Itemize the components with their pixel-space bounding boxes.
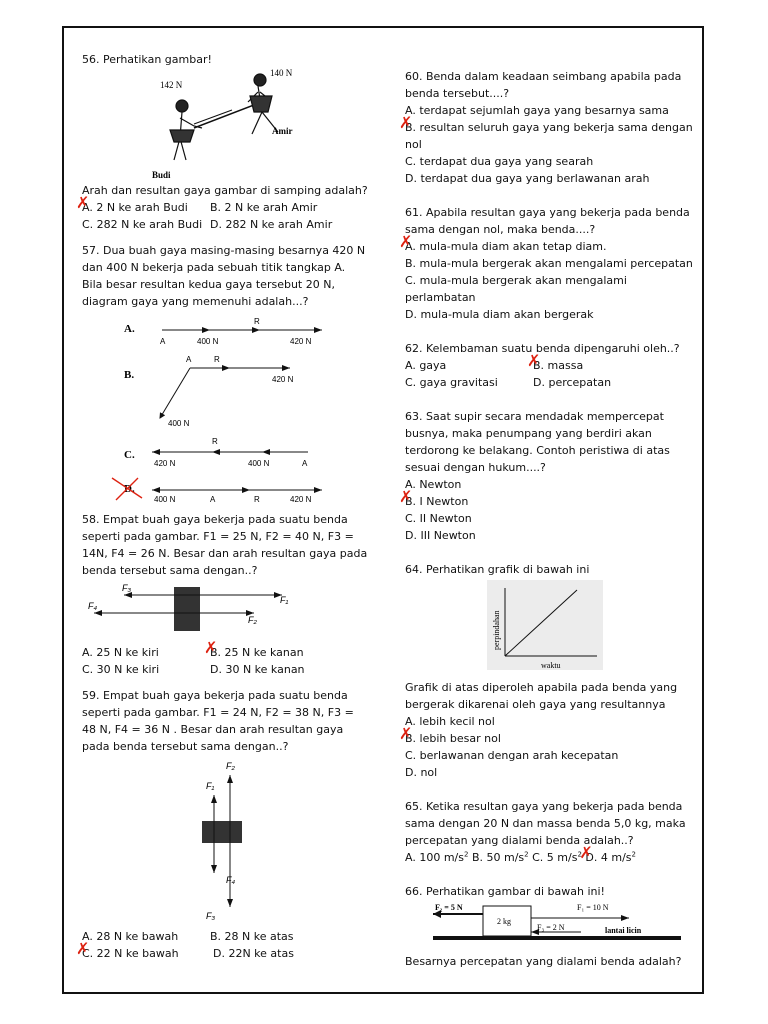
- q58-options-row1: [82, 644, 372, 661]
- q61-option-c-cont: perlambatan: [405, 291, 476, 304]
- q57-line-1: 57. Dua buah gaya masing-masing besarnya 420 N: [82, 244, 366, 257]
- q58-option-c[interactable]: C. 30 N ke kiri: [82, 663, 160, 676]
- q59-f1: F₁: [206, 781, 215, 791]
- q63-line-3: terdorong ke belakang. Contoh peristiwa di atas: [405, 444, 670, 457]
- q56-force-amir: 140 N: [270, 68, 293, 78]
- question-58: [82, 511, 372, 678]
- q58-force-diagram: [82, 579, 372, 639]
- q58-line-2: seperti pada gambar. F1 = 25 N, F2 = 40 N, F3 =: [82, 530, 354, 543]
- q63-line-1: 63. Saat supir secara mendadak mempercepat: [405, 410, 664, 423]
- q57-option-a-label[interactable]: A.: [124, 323, 135, 335]
- q56-option-d[interactable]: D. 282 N ke arah Amir: [210, 218, 333, 231]
- q60-option-b-cont: nol: [405, 138, 422, 151]
- q65-line-2: sama dengan 20 N dan massa benda 5,0 kg, maka: [405, 817, 686, 830]
- q59-option-d[interactable]: D. 22N ke atas: [213, 947, 294, 960]
- q58-options-row2: [82, 661, 372, 678]
- right-column: [405, 68, 695, 970]
- q59-line-2: seperti pada gambar. F1 = 24 N, F2 = 38 N, F3 =: [82, 706, 354, 719]
- q56-options-row2: [82, 216, 372, 233]
- q65-line-3: percepatan yang dialami benda adalah..?: [405, 834, 634, 847]
- q59-block: [202, 821, 242, 843]
- q63-option-c[interactable]: C. II Newton: [405, 512, 472, 525]
- q59-options-row1: [82, 928, 372, 945]
- q57-line-3: Bila besar resultan kedua gaya tersebut 20 N,: [82, 278, 335, 291]
- q56-option-a[interactable]: A. 2 N ke arah Budi ✗: [82, 199, 210, 216]
- q62-option-b[interactable]: B. massa ✗: [533, 357, 583, 374]
- q66-f3: F₃ = 2 N: [537, 923, 565, 932]
- q56-option-c[interactable]: C. 282 N ke arah Budi: [82, 218, 203, 231]
- tug-of-war-figure: [82, 68, 372, 182]
- q65-option-b-text: B. 50 m/s: [471, 851, 525, 864]
- budi-figure: [170, 100, 202, 160]
- q64-line-1: 64. Perhatikan grafik di bawah ini: [405, 563, 590, 576]
- q60-option-b[interactable]: B. resultan seluruh gaya yang bekerja sama dengan ✗: [405, 119, 693, 136]
- q66-block-diagram: [405, 900, 695, 948]
- q62-line-1: 62. Kelembaman suatu benda dipengaruhi oleh..?: [405, 342, 680, 355]
- q64-x-label: waktu: [541, 661, 561, 670]
- q60-option-c[interactable]: C. terdapat dua gaya yang searah: [405, 155, 594, 168]
- q65-options: [405, 849, 695, 866]
- q57-b-f420: 420 N: [272, 375, 294, 384]
- q65-option-d[interactable]: [585, 849, 636, 866]
- q57-line-2: dan 400 N bekerja pada sebuah titik tangkap A.: [82, 261, 346, 274]
- q65-option-d-text: D. 4 m/s: [585, 851, 632, 864]
- q64-graph: [405, 578, 695, 674]
- q62-option-d[interactable]: D. percepatan: [533, 376, 612, 389]
- q66-f1: F₁ = 10 N: [577, 903, 609, 912]
- q57-option-d-label[interactable]: D.: [124, 483, 135, 495]
- q57-a-f420: 420 N: [290, 337, 312, 346]
- q58-line-1: 58. Empat buah gaya bekerja pada suatu benda: [82, 513, 348, 526]
- q59-line-3: 48 N, F4 = 36 N . Besar dan arah resultan gaya: [82, 723, 344, 736]
- q57-b-f400: 400 N: [168, 419, 190, 428]
- q62-options-row2: [405, 374, 695, 391]
- q64-option-c[interactable]: C. berlawanan dengan arah kecepatan: [405, 749, 619, 762]
- q64-option-d[interactable]: D. nol: [405, 766, 438, 779]
- q56-options-row1: [82, 199, 372, 216]
- q58-f1: F₁: [280, 595, 289, 605]
- q66-line-1: 66. Perhatikan gambar di bawah ini!: [405, 885, 605, 898]
- q56-figure: [82, 68, 372, 182]
- q57-b-point: A: [186, 355, 192, 364]
- q65-option-c[interactable]: [532, 851, 582, 864]
- q66-floor-label: lantai licin: [605, 926, 642, 935]
- q63-option-a[interactable]: A. Newton: [405, 478, 462, 491]
- q57-answer-cross-icon: [112, 478, 142, 500]
- q66-mass: 2 kg: [497, 917, 511, 926]
- question-60: [405, 68, 695, 187]
- question-57: [82, 242, 372, 507]
- q63-line-4: sesuai dengan hukum....?: [405, 461, 546, 474]
- q58-option-a[interactable]: A. 25 N ke kiri: [82, 646, 159, 659]
- q61-line-1: 61. Apabila resultan gaya yang bekerja pada benda: [405, 206, 690, 219]
- q59-option-c[interactable]: C. 22 N ke bawah ✗: [82, 945, 213, 962]
- q65-option-c-exp: 2: [577, 850, 582, 859]
- q57-a-r: R: [254, 317, 260, 326]
- q65-option-b-exp: 2: [524, 850, 529, 859]
- question-59: [82, 687, 372, 962]
- q59-options-row2: [82, 945, 372, 962]
- q58-option-b[interactable]: B. 25 N ke kanan ✗: [210, 644, 304, 661]
- question-66: [405, 883, 695, 970]
- question-63: [405, 408, 695, 544]
- q62-options-row1: [405, 357, 695, 374]
- q58-block: [174, 587, 200, 631]
- q57-a-f400: 400 N: [197, 337, 219, 346]
- q61-line-2: sama dengan nol, maka benda....?: [405, 223, 596, 236]
- q58-option-d[interactable]: D. 30 N ke kanan: [210, 663, 305, 676]
- q63-option-d[interactable]: D. III Newton: [405, 529, 476, 542]
- q59-f4: F₄: [226, 875, 236, 885]
- q56-label-amir: Amir: [272, 126, 293, 136]
- q65-option-c-text: C. 5 m/s: [532, 851, 578, 864]
- q57-line-4: diagram gaya yang memenuhi adalah...?: [82, 295, 309, 308]
- q57-c-point: A: [302, 459, 308, 468]
- q59-line-4: pada benda tersebut sama dengan..?: [82, 740, 289, 753]
- q58-line-4: benda tersebut sama dengan..?: [82, 564, 258, 577]
- q58-f3: F₃: [122, 583, 132, 593]
- q58-f2: F₂: [248, 615, 257, 625]
- q58-f4: F₄: [88, 601, 98, 611]
- q57-vector-diagrams: [82, 310, 372, 502]
- q57-c-r: R: [212, 437, 218, 446]
- q57-c-f420: 420 N: [154, 459, 176, 468]
- q56-stem: 56. Perhatikan gambar!: [82, 53, 212, 66]
- q66-line-2: Besarnya percepatan yang dialami benda adalah?: [405, 955, 682, 968]
- q65-option-a[interactable]: [405, 851, 468, 864]
- q57-d-f420: 420 N: [290, 495, 312, 502]
- q59-f3: F₃: [206, 911, 216, 921]
- q60-line-2: benda tersebut....?: [405, 87, 510, 100]
- q56-force-budi: 142 N: [160, 80, 183, 90]
- question-64: [405, 561, 695, 781]
- q59-force-diagram: [82, 755, 372, 923]
- q57-c-f400: 400 N: [248, 459, 270, 468]
- q57-b-diagonal: [160, 368, 190, 418]
- q56-option-b[interactable]: B. 2 N ke arah Amir: [210, 201, 318, 214]
- question-56: [82, 51, 372, 233]
- q65-option-b[interactable]: [472, 851, 529, 864]
- q65-option-d-exp: 2: [631, 850, 636, 859]
- q60-option-d[interactable]: D. terdapat dua gaya yang berlawanan arah: [405, 172, 650, 185]
- q66-floor: [433, 936, 681, 940]
- q63-line-2: busnya, maka penumpang yang berdiri akan: [405, 427, 652, 440]
- q64-option-a[interactable]: A. lebih kecil nol: [405, 715, 495, 728]
- q60-line-1: 60. Benda dalam keadaan seimbang apabila pada: [405, 70, 682, 83]
- q57-d-f400: 400 N: [154, 495, 176, 502]
- left-column: [82, 51, 372, 962]
- q56-question: Arah dan resultan gaya gambar di samping adalah?: [82, 184, 368, 197]
- q57-option-b-label[interactable]: B.: [124, 369, 135, 381]
- q57-a-point: A: [160, 337, 166, 346]
- q61-option-a[interactable]: A. mula-mula diam akan tetap diam. ✗: [405, 238, 606, 255]
- q64-line-2: Grafik di atas diperoleh apabila pada benda yang: [405, 681, 678, 694]
- q64-option-b[interactable]: B. lebih besar nol ✗: [405, 730, 501, 747]
- q59-option-a[interactable]: A. 28 N ke bawah: [82, 930, 179, 943]
- amir-figure: [248, 74, 278, 134]
- q64-line-3: bergerak dikarenai oleh gaya yang resultannya: [405, 698, 666, 711]
- q64-y-label: perpindahan: [492, 610, 501, 650]
- q61-option-b[interactable]: B. mula-mula bergerak akan mengalami percepatan: [405, 257, 693, 270]
- q57-d-point: A: [210, 495, 216, 502]
- q66-f2: F₂ = 5 N: [435, 903, 463, 912]
- q62-option-c[interactable]: C. gaya gravitasi: [405, 376, 498, 389]
- q57-d-r: R: [254, 495, 260, 502]
- q61-option-c[interactable]: C. mula-mula bergerak akan mengalami: [405, 274, 627, 287]
- question-65: [405, 798, 695, 866]
- q63-option-b[interactable]: B. I Newton ✗: [405, 493, 468, 510]
- q56-label-budi: Budi: [152, 170, 171, 180]
- question-61: [405, 204, 695, 323]
- q59-f2: F₂: [226, 761, 235, 771]
- rope-arrow: [194, 110, 232, 124]
- q65-option-a-text: A. 100 m/s: [405, 851, 464, 864]
- q57-option-c-label[interactable]: C.: [124, 449, 135, 461]
- q61-option-d[interactable]: D. mula-mula diam akan bergerak: [405, 308, 594, 321]
- q57-b-r: R: [214, 355, 220, 364]
- q62-option-a[interactable]: A. gaya: [405, 359, 447, 372]
- q65-option-a-exp: 2: [463, 850, 469, 859]
- q65-line-1: 65. Ketika resultan gaya yang bekerja pada benda: [405, 800, 683, 813]
- q59-line-1: 59. Empat buah gaya bekerja pada suatu benda: [82, 689, 348, 702]
- question-62: [405, 340, 695, 391]
- q58-line-3: 14N, F4 = 26 N. Besar dan arah resultan gaya pada: [82, 547, 368, 560]
- q60-option-a[interactable]: A. terdapat sejumlah gaya yang besarnya sama: [405, 104, 669, 117]
- q59-option-b[interactable]: B. 28 N ke atas: [210, 930, 294, 943]
